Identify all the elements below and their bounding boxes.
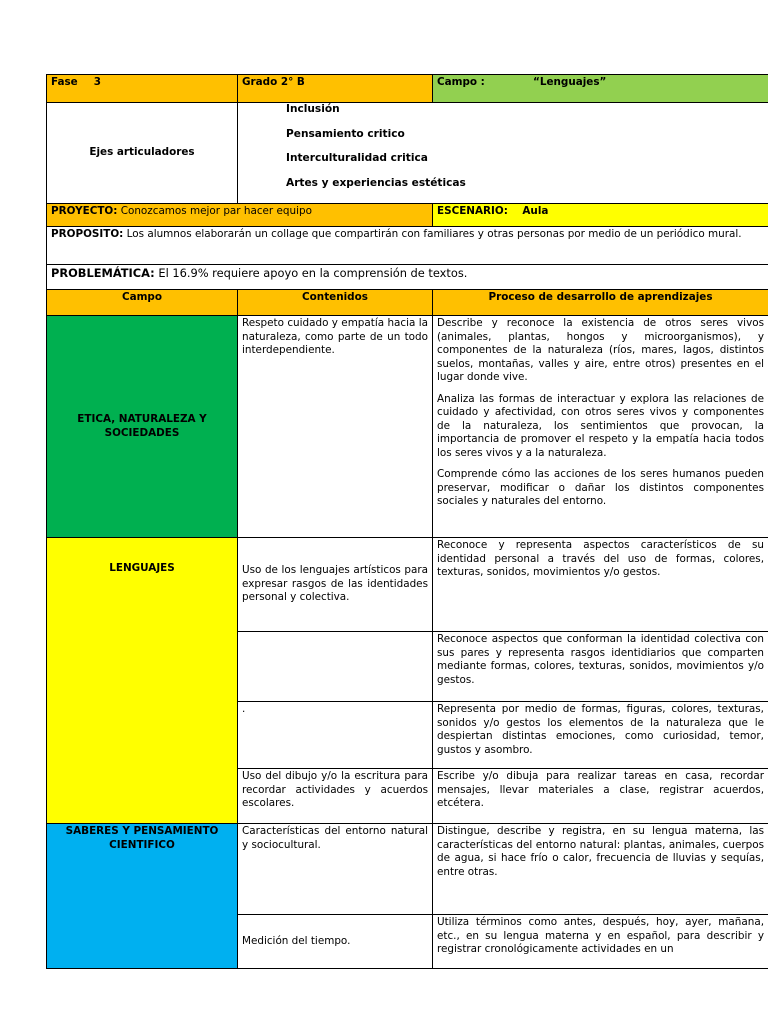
- fase-value: 3: [93, 76, 101, 88]
- escenario-value: Aula: [522, 205, 549, 217]
- contenido-cell: Características del entorno natural y sociocultural.: [238, 824, 433, 915]
- ejes-item: Interculturalidad critica: [286, 152, 428, 164]
- proceso-cell: Representa por medio de formas, figuras, colores, texturas, sonidos y/o gestos los elementos de la naturaleza que le despiertan distintas emociones, como curiosidad, temor, gustos y asombro.: [433, 702, 768, 769]
- proposito-cell: [47, 227, 768, 265]
- field-lenguajes: LENGUAJES: [47, 538, 238, 824]
- campo-cell: [433, 75, 768, 103]
- ejes-list: [264, 104, 764, 202]
- proposito-value: Los alumnos elaborarán un collage que compartirán con familiares y otras personas por medio de un periódico mural.: [126, 228, 742, 240]
- proyecto-label: PROYECTO:: [51, 205, 118, 217]
- grado-cell: [238, 75, 433, 103]
- problematica-cell: [47, 265, 768, 290]
- field-saberes: SABERES Y PENSAMIENTO CIENTIFICO: [47, 824, 238, 969]
- contenido-cell: Medición del tiempo.: [238, 915, 433, 969]
- ejes-item: Artes y experiencias estéticas: [286, 176, 466, 189]
- ejes-label: Ejes articuladores: [89, 146, 195, 159]
- proceso-cell: Distingue, describe y registra, en su lengua materna, las características del entorno natural: plantas, animales, cuerpos de agua, si hace frío o calor, frecuencia de lluvias y sequías, entre otras.: [433, 824, 768, 915]
- problematica-label: PROBLEMÁTICA:: [51, 266, 155, 280]
- escenario-cell: [433, 204, 768, 227]
- proyecto-cell: [47, 204, 433, 227]
- contenido-cell: [238, 632, 433, 702]
- proceso-text: Describe y reconoce la existencia de otros seres vivos (animales, plantas, hongos y microorganismos), y componentes de la naturaleza (ríos, mares, lagos, distintos suelos, montañas, valles y aire, entre otros) presentes en el lugar donde vive.: [437, 317, 764, 384]
- ejes-label-cell: [47, 103, 238, 204]
- campo-value: “Lenguajes”: [533, 76, 607, 88]
- column-header-campo: Campo: [47, 290, 238, 316]
- fase-cell: [47, 75, 238, 103]
- campo-label: Campo :: [437, 76, 485, 88]
- proceso-text: Comprende cómo las acciones de los seres humanos pueden preservar, modificar o dañar los distintos componentes sociales y naturales del entorno.: [437, 468, 764, 508]
- planning-table: [46, 74, 768, 969]
- grado-value: Grado 2° B: [242, 76, 305, 88]
- contenido-cell: Respeto cuidado y empatía hacia la naturaleza, como parte de un todo interdependiente.: [238, 316, 433, 538]
- ejes-item: Pensamiento critico: [286, 127, 405, 140]
- proceso-cell: Utiliza términos como antes, después, hoy, ayer, mañana, etc., en su lengua materna y en español, para describir y registrar cronológicamente actividades en un: [433, 915, 768, 969]
- ejes-list-cell: [238, 103, 768, 204]
- contenido-cell: .: [238, 702, 433, 769]
- proceso-cell: [433, 316, 768, 538]
- problematica-value: El 16.9% requiere apoyo en la comprensión de textos.: [158, 266, 468, 280]
- proceso-text: Analiza las formas de interactuar y explora las relaciones de cuidado y afectividad, con otros seres vivos y componentes de la naturaleza, los sentimientos que provocan, la importancia de promover el respeto y la empatía hacia todos los seres vivos y a la naturaleza.: [437, 392, 764, 459]
- fase-label: Fase: [51, 76, 78, 88]
- proceso-cell: Reconoce aspectos que conforman la identidad colectiva con sus pares y representa rasgos identidiarios que comparten mediante formas, colores, texturas, sonidos, movimientos y/o gestos.: [433, 632, 768, 702]
- contenido-cell: Uso del dibujo y/o la escritura para recordar actividades y acuerdos escolares.: [238, 769, 433, 824]
- field-etica: ETICA, NATURALEZA Y SOCIEDADES: [47, 316, 238, 538]
- contenido-cell: Uso de los lenguajes artísticos para expresar rasgos de las identidades personal y colectiva.: [238, 538, 433, 632]
- proposito-label: PROPOSITO:: [51, 228, 124, 240]
- column-header-proceso: Proceso de desarrollo de aprendizajes: [433, 290, 768, 316]
- column-header-contenidos: Contenidos: [238, 290, 433, 316]
- proyecto-value: Conozcamos mejor par hacer equipo: [120, 205, 312, 217]
- ejes-item: Inclusión: [286, 103, 340, 115]
- proceso-cell: Escribe y/o dibuja para realizar tareas en casa, recordar mensajes, llevar materiales a clase, registrar acuerdos, etcétera.: [433, 769, 768, 824]
- escenario-label: ESCENARIO:: [437, 205, 508, 217]
- proceso-cell: Reconoce y representa aspectos característicos de su identidad personal a través del uso de formas, colores, texturas, sonidos, movimientos y/o gestos.: [433, 538, 768, 632]
